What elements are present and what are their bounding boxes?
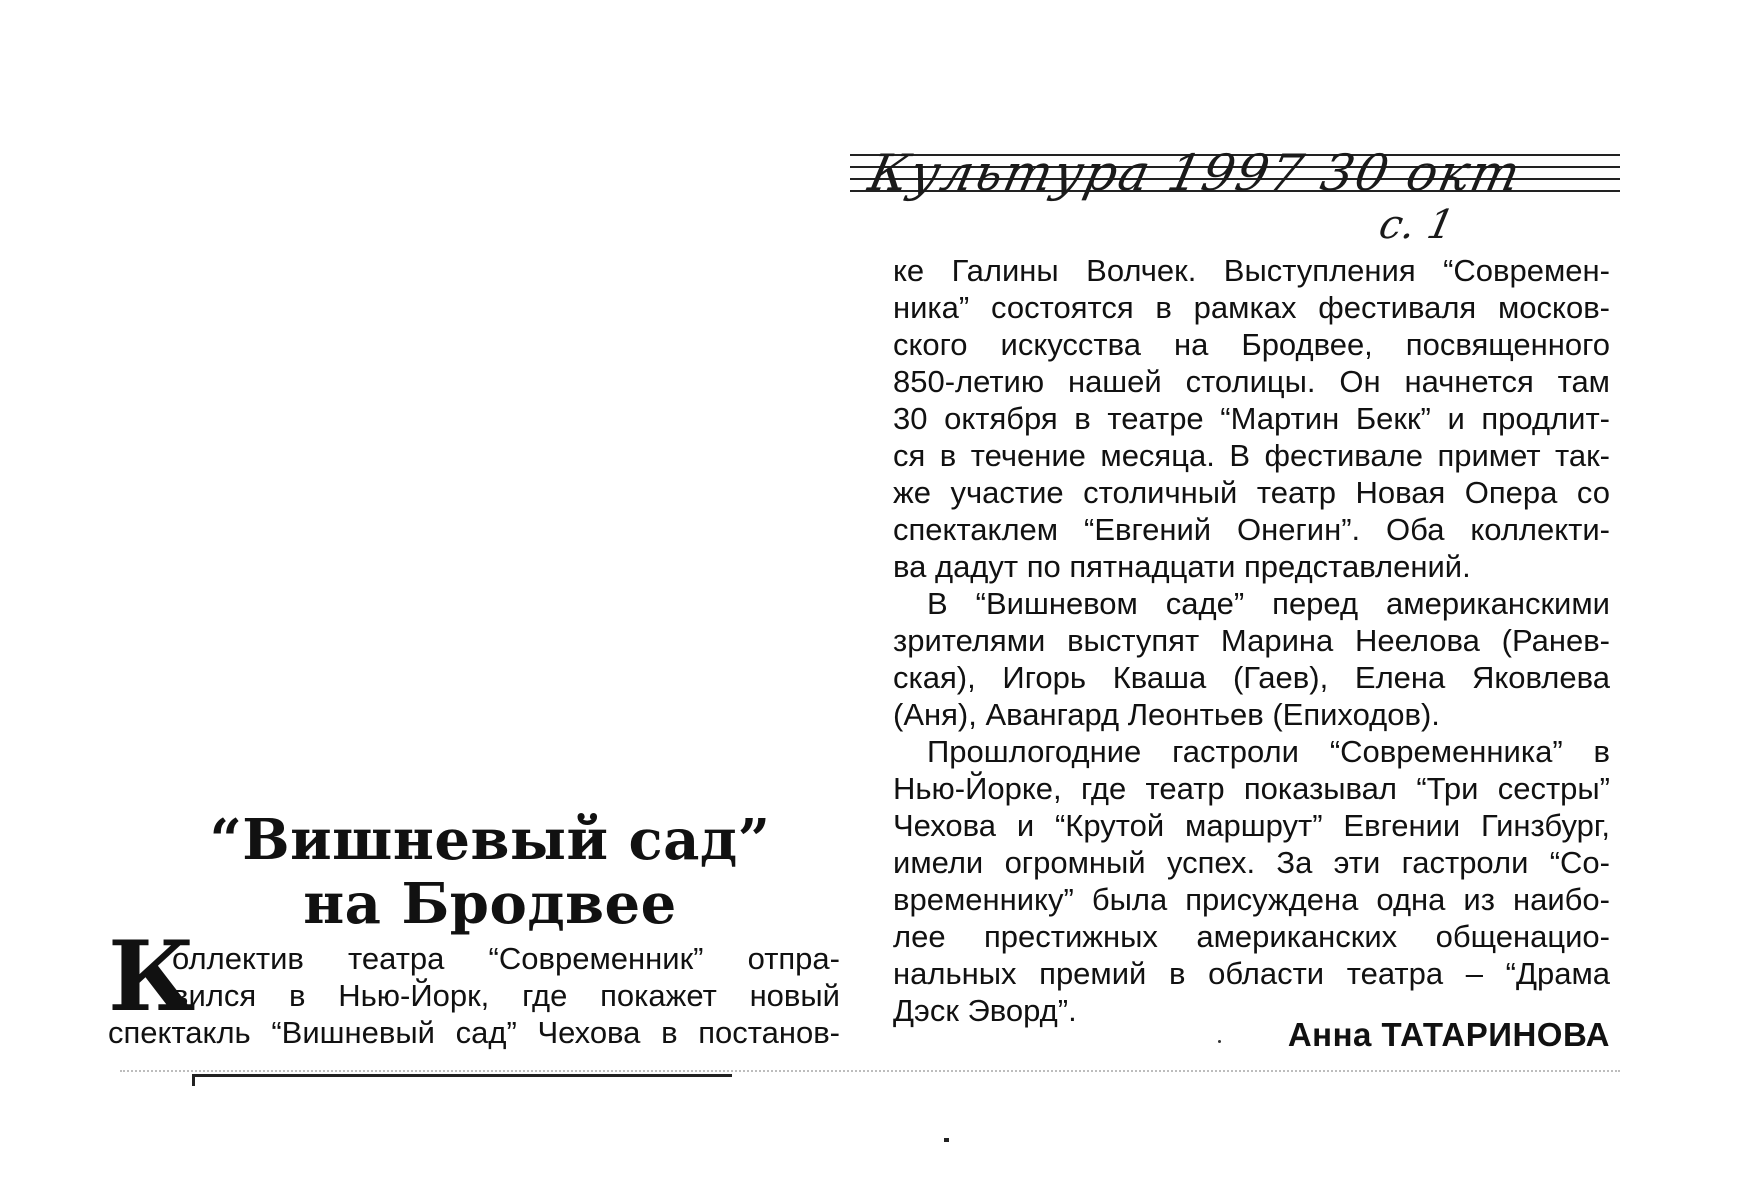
- source-note-line1: Культура 1997 30 окт: [863, 144, 1528, 202]
- right-column: [893, 252, 1610, 1029]
- text-line: оллектив театра “Современник” отпра-: [172, 941, 840, 976]
- text-line: временнику” была присуждена одна из наибо-: [893, 882, 1610, 917]
- text-line: Чехова и “Крутой маршрут” Евгении Гинзбург,: [893, 808, 1610, 843]
- article-headline: [200, 808, 780, 936]
- text-line: 30 октября в театре “Мартин Бекк” и продлит-: [893, 401, 1610, 436]
- column-rule-tick: [192, 1074, 195, 1086]
- text-line: лее престижных американских общенацио-: [893, 919, 1610, 954]
- text-line: ва дадут по пятнадцати представлений.: [893, 549, 1471, 584]
- text-line: 850-летию нашей столицы. Он начнется там: [893, 364, 1610, 399]
- text-line: зрителями выступят Марина Неелова (Ранев-: [893, 623, 1610, 658]
- text-line: вился в Нью-Йорк, где покажет новый: [172, 978, 840, 1013]
- handwritten-source-note: [850, 140, 1620, 250]
- source-note-line2: с. 1: [1375, 202, 1459, 248]
- text-line: Дэск Эворд”.: [893, 993, 1077, 1028]
- drop-cap: К: [108, 920, 196, 1033]
- text-line: (Аня), Авангард Леонтьев (Епиходов).: [893, 697, 1440, 732]
- text-line: ника” состоятся в рамках фестиваля москов-: [893, 290, 1610, 325]
- text-line: спектакль “Вишневый сад” Чехова в постанов-: [108, 1015, 840, 1050]
- text-line: же участие столичный театр Новая Опера со: [893, 475, 1610, 510]
- text-line: ся в течение месяца. В фестивале примет так-: [893, 438, 1610, 473]
- text-line: В “Вишневом саде” перед американскими: [927, 586, 1610, 621]
- text-line: Нью-Йорке, где театр показывал “Три сестры”: [893, 771, 1610, 806]
- text-line: ского искусства на Бродвее, посвященного: [893, 327, 1610, 362]
- text-line: нальных премий в области театра – “Драма: [893, 956, 1610, 991]
- column-rule: [192, 1074, 732, 1077]
- text-line: Прошлогодние гастроли “Современника” в: [927, 734, 1610, 769]
- author-byline: Анна ТАТАРИНОВА: [1287, 1016, 1610, 1053]
- headline-line2: на Бродвее: [303, 871, 677, 937]
- scan-speck: [1218, 1040, 1221, 1043]
- text-line: ке Галины Волчек. Выступления “Современ-: [893, 253, 1610, 288]
- text-line: спектаклем “Евгений Онегин”. Оба коллекти-: [893, 512, 1610, 547]
- left-column: [108, 920, 840, 1051]
- lead-paragraph: [108, 920, 840, 1051]
- text-line: ская), Игорь Кваша (Гаев), Елена Яковлева: [893, 660, 1610, 695]
- scan-artifact-line: [120, 1070, 1620, 1074]
- headline-line1: “Вишневый сад”: [209, 807, 771, 873]
- text-line: имели огромный успех. За эти гастроли “Со-: [893, 845, 1610, 880]
- scan-speck: [944, 1138, 949, 1142]
